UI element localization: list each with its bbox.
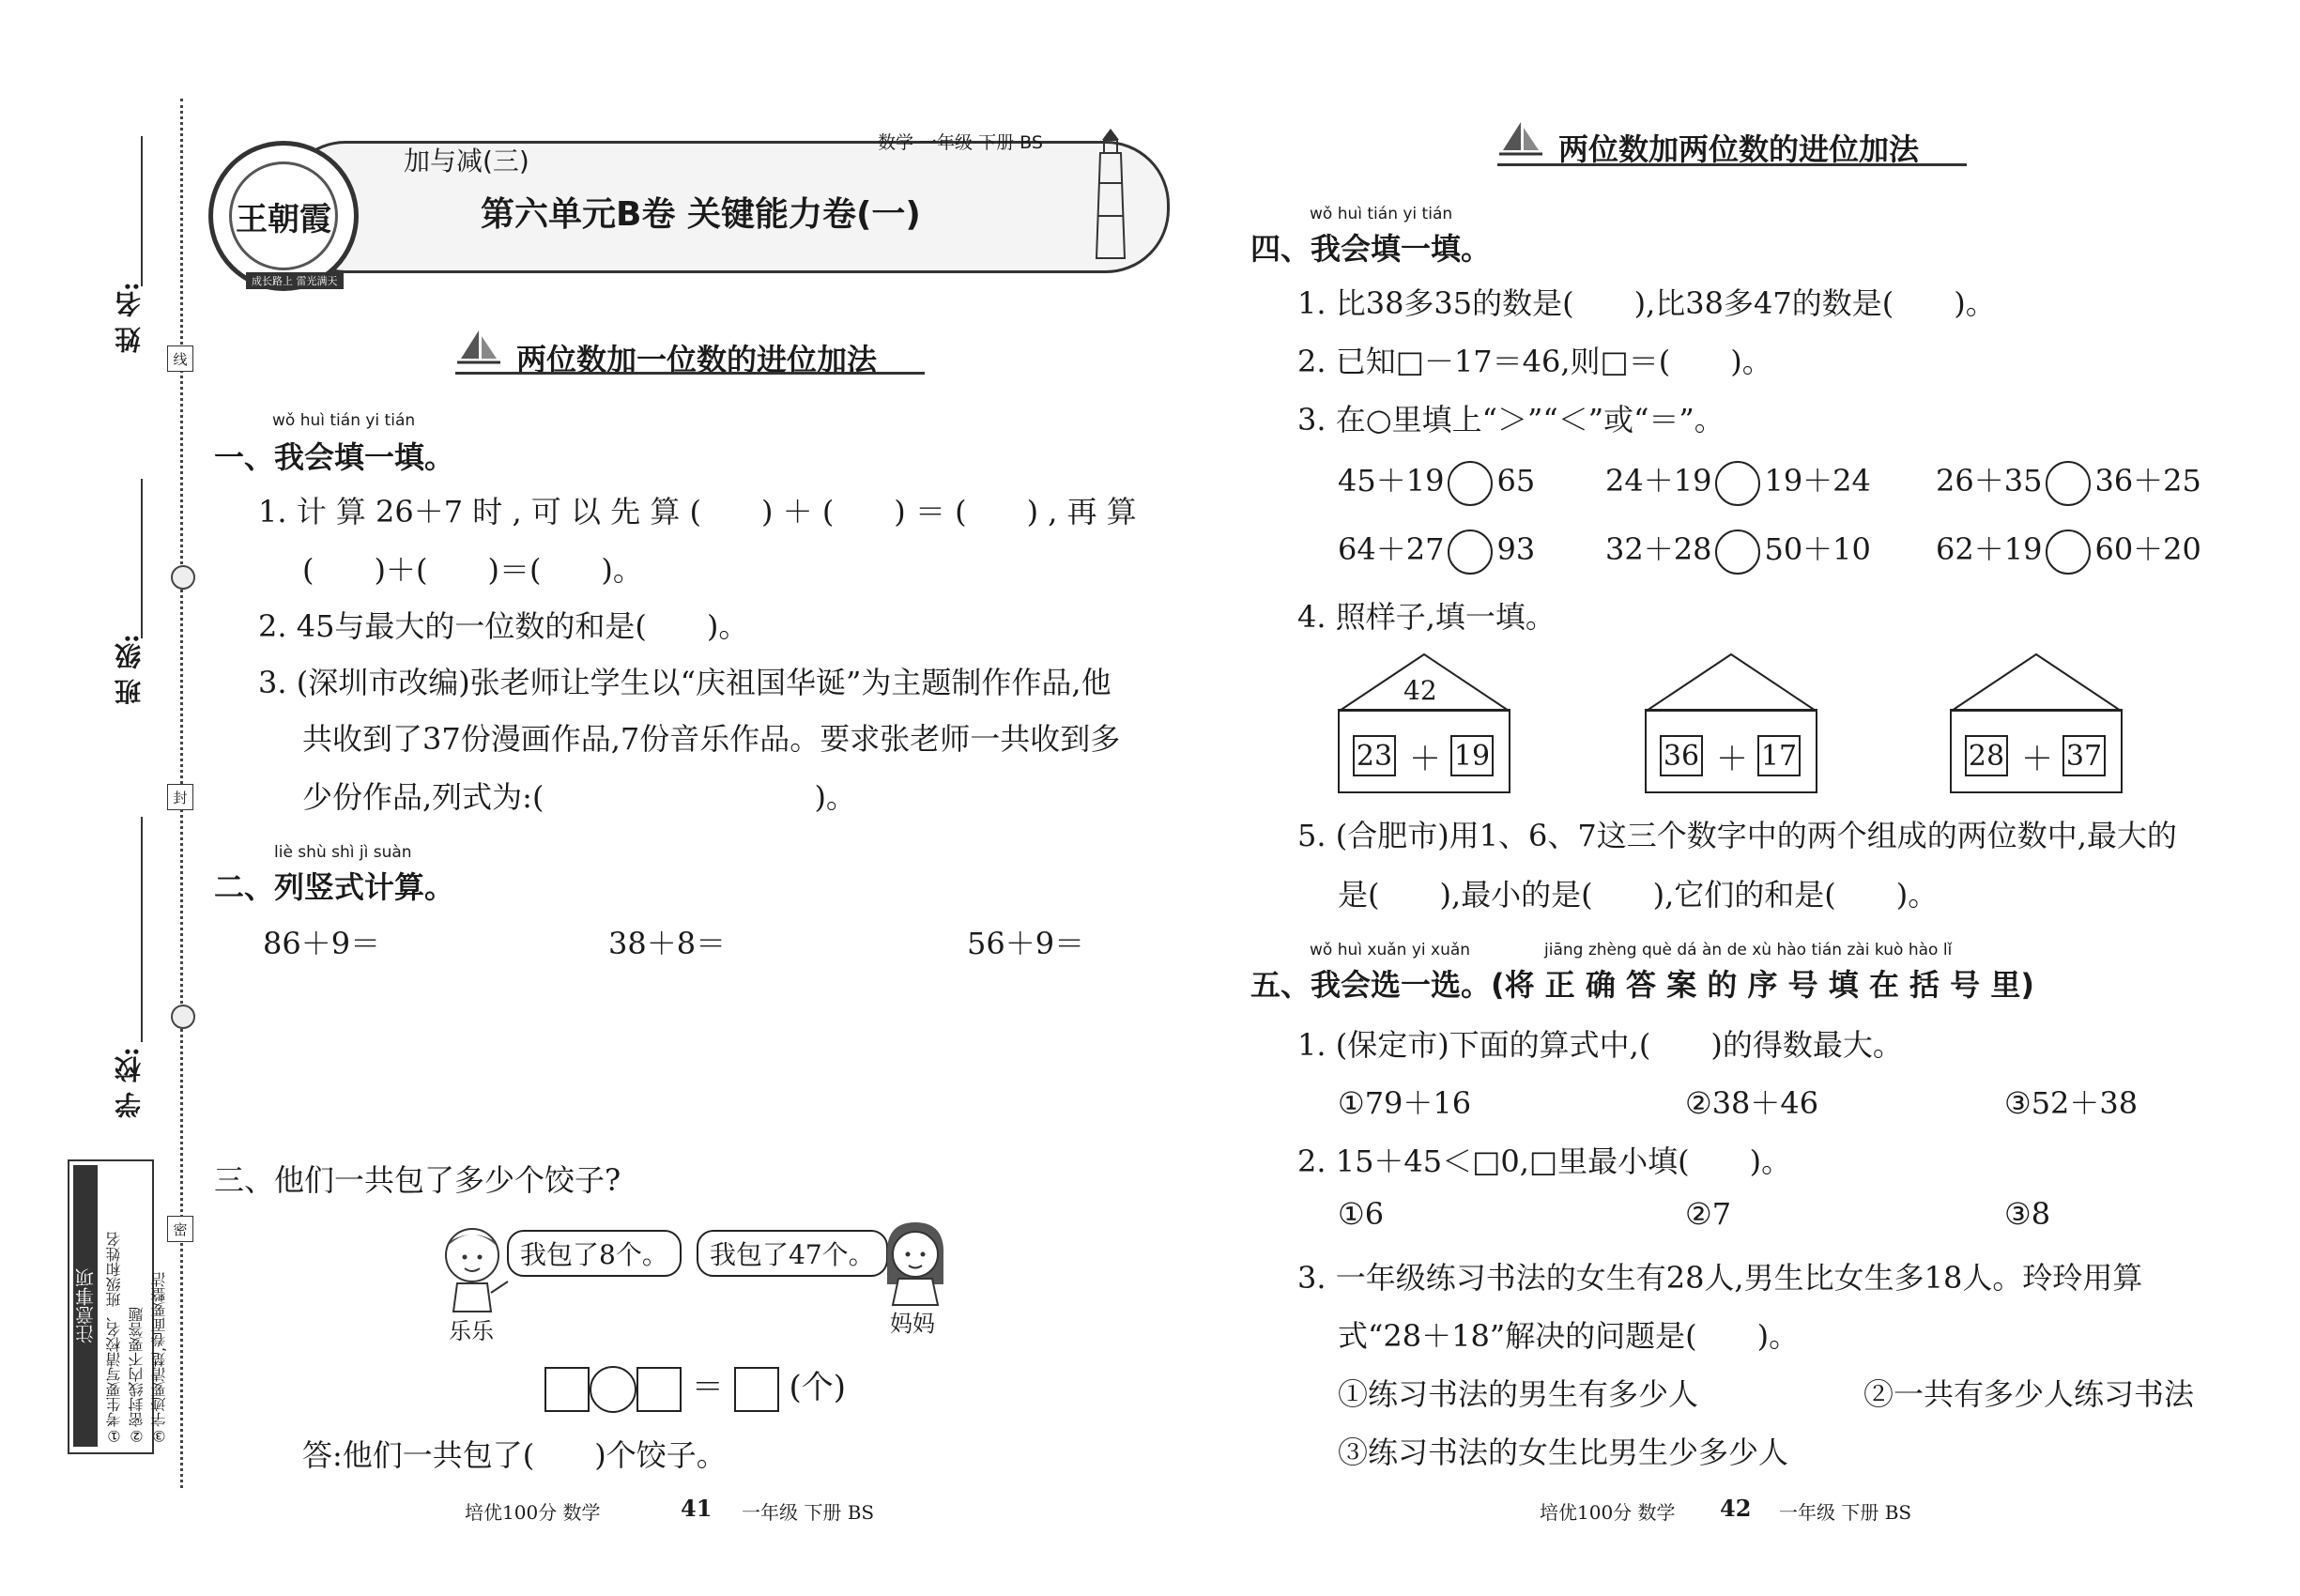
section-heading: 两位数加两位数的进位加法	[1558, 131, 1920, 167]
option: ③8	[2004, 1196, 2051, 1232]
section-heading: 两位数加一位数的进位加法	[516, 342, 878, 377]
plus-sign: ＋	[2021, 741, 2053, 778]
unit-label: (个)	[789, 1369, 846, 1406]
footer-brand: 培优100分 数学	[465, 1501, 601, 1524]
sailboat-icon	[455, 329, 502, 370]
seal-char-mi: 密	[167, 1216, 193, 1242]
question: 4. 照样子,填一填。	[1297, 599, 1556, 635]
addend-box: 28	[1965, 735, 2008, 776]
page-number: 41	[681, 1495, 713, 1522]
operator-circle[interactable]	[590, 1366, 636, 1413]
notice-line: ③字迹要清楚,卷面要整洁	[150, 1271, 168, 1445]
footer-brand: 培优100分 数学	[1540, 1501, 1676, 1524]
vertical-calc: 56＋9＝	[967, 926, 1085, 961]
equals-sign: ＝	[691, 1369, 724, 1406]
plus-sign: ＋	[1716, 741, 1748, 778]
section-1-title: 一、我会填一填。	[214, 439, 455, 475]
plus-sign: ＋	[1409, 741, 1441, 778]
compare-item: 24＋19 19＋24	[1605, 457, 1871, 506]
heading-underline	[1497, 163, 1967, 166]
compare-circle[interactable]	[1448, 529, 1493, 575]
binding-hole-icon	[171, 565, 195, 590]
class-label: 班 级:	[114, 634, 145, 706]
footer-grade: 一年级 下册 BS	[742, 1501, 875, 1524]
question: 共收到了37份漫画作品,7份音乐作品。要求张老师一共收到多	[302, 721, 1121, 757]
question: 是( ),最小的是( ),它们的和是( )。	[1338, 877, 1939, 913]
house-roof	[1950, 652, 2123, 713]
question: 3. (深圳市改编)张老师让学生以“庆祖国华诞”为主题制作作品,他	[258, 665, 1112, 700]
section-5-title: 五、我会选一选。(将 正 确 答 案 的 序 号 填 在 括 号 里)	[1250, 967, 2034, 1003]
question: 3. 在○里填上“＞”“＜”或“＝”。	[1297, 402, 1725, 437]
compare-item: 26＋35 36＋25	[1936, 457, 2201, 506]
speech-bubble: 我包了8个。	[507, 1230, 682, 1277]
footer-grade: 一年级 下册 BS	[1779, 1501, 1912, 1524]
school-blank	[141, 817, 143, 1042]
answer-box[interactable]	[544, 1367, 590, 1412]
compare-item: 45＋19 65	[1338, 457, 1535, 506]
option: ②一共有多少人练习书法	[1863, 1376, 2195, 1412]
compare-item: 64＋27 93	[1338, 526, 1535, 575]
logo-sub: 成长路上 雷光满天	[246, 272, 344, 289]
name-label: 姓 名:	[114, 282, 145, 354]
notice-line: ②密封线内不要答题	[128, 1307, 146, 1445]
page-title: 第六单元B卷 关键能力卷(一)	[481, 195, 921, 234]
section-2-title: 二、列竖式计算。	[214, 869, 455, 905]
question: 3. 一年级练习书法的女生有28人,男生比女生多18人。玲玲用算	[1297, 1260, 2143, 1296]
notice-body	[103, 1167, 168, 1445]
question: 1. 比38多35的数是( ),比38多47的数是( )。	[1297, 285, 1996, 321]
notice-line: ①考生要写清校名、班级和姓名	[105, 1232, 123, 1445]
brand-logo	[208, 141, 359, 291]
answer-box[interactable]	[636, 1367, 682, 1412]
vertical-calc: 38＋8＝	[608, 926, 727, 961]
compare-circle[interactable]	[1715, 529, 1760, 575]
house-roof	[1645, 652, 1817, 713]
option: ①6	[1338, 1196, 1385, 1232]
speech-bubble: 我包了47个。	[697, 1230, 888, 1277]
pinyin: wǒ huì tián yi tián	[272, 411, 416, 430]
addend-box: 36	[1660, 735, 1703, 776]
sailboat-icon	[1497, 120, 1544, 161]
question: 2. 45与最大的一位数的和是( )。	[258, 608, 749, 644]
option: ③练习书法的女生比男生少多少人	[1338, 1435, 1789, 1470]
boy-name: 乐乐	[449, 1318, 494, 1344]
lighthouse-icon	[1078, 127, 1143, 263]
question: 式“28＋18”解决的问题是( )。	[1338, 1318, 1800, 1354]
addend-box: 37	[2062, 735, 2106, 776]
question: ( )＋( )＝( )。	[302, 552, 643, 588]
compare-circle[interactable]	[1715, 461, 1760, 506]
answer-line: 答:他们一共包了( )个饺子。	[302, 1437, 727, 1473]
compare-circle[interactable]	[1448, 461, 1493, 506]
page-number: 42	[1720, 1495, 1752, 1522]
option: ③52＋38	[2004, 1085, 2139, 1121]
boy-illustration	[437, 1225, 512, 1314]
notice-box	[68, 1159, 168, 1454]
addend-box: 19	[1450, 735, 1494, 776]
subject-line: 数学 一年级 下册 BS	[878, 132, 1043, 153]
school-label: 学 校:	[114, 1047, 145, 1119]
answer-box[interactable]	[734, 1367, 779, 1412]
question: 5. (合肥市)用1、6、7这三个数字中的两个组成的两位数中,最大的	[1297, 818, 2177, 853]
compare-item: 62＋19 60＋20	[1936, 526, 2201, 575]
seal-char-feng: 封	[167, 784, 193, 810]
notice-title: 注意事项	[73, 1165, 98, 1447]
pinyin: wǒ huì tián yi tián	[1310, 205, 1453, 223]
heading-underline	[455, 372, 925, 375]
compare-item: 32＋28 50＋10	[1605, 526, 1871, 575]
roof-number: 42	[1403, 675, 1437, 706]
option: ②7	[1685, 1196, 1732, 1232]
unit-subtitle: 加与减(三)	[404, 146, 529, 176]
name-blank	[141, 136, 143, 286]
compare-circle[interactable]	[2046, 461, 2091, 506]
seal-char-xian: 线	[167, 345, 193, 372]
section-3-title: 三、他们一共包了多少个饺子?	[214, 1162, 621, 1198]
question: 1. (保定市)下面的算式中,( )的得数最大。	[1297, 1027, 1903, 1063]
binding-hole-icon	[171, 1005, 195, 1029]
pinyin: jiāng zhèng què dá àn de xù hào tián zài kuò hào lǐ	[1544, 941, 1953, 959]
compare-circle[interactable]	[2046, 529, 2091, 575]
addend-box: 17	[1757, 735, 1801, 776]
pinyin: liè shù shì jì suàn	[274, 843, 412, 862]
question: 少份作品,列式为:( )。	[302, 779, 856, 815]
class-blank	[141, 479, 143, 638]
vertical-calc: 86＋9＝	[263, 926, 381, 961]
question: 1. 计 算 26＋7 时 , 可 以 先 算 ( ) ＋ ( ) ＝ ( ) , 再 算	[258, 494, 1137, 529]
number-house	[1338, 652, 1510, 793]
number-house[interactable]	[1950, 652, 2123, 793]
option: ①练习书法的男生有多少人	[1338, 1376, 1699, 1412]
equation-template	[544, 1361, 846, 1413]
section-4-title: 四、我会填一填。	[1250, 231, 1492, 267]
question: 2. 已知□－17＝46,则□＝( )。	[1297, 344, 1772, 379]
number-house[interactable]	[1645, 652, 1817, 793]
question: 2. 15＋45＜□0,□里最小填( )。	[1297, 1143, 1792, 1179]
option: ①79＋16	[1338, 1085, 1472, 1121]
logo-text: 王朝霞	[229, 161, 338, 270]
mom-illustration	[878, 1219, 953, 1308]
option: ②38＋46	[1685, 1085, 1819, 1121]
addend-box: 23	[1353, 735, 1396, 776]
mom-name: 妈妈	[890, 1311, 935, 1337]
pinyin: wǒ huì xuǎn yi xuǎn	[1310, 941, 1471, 959]
